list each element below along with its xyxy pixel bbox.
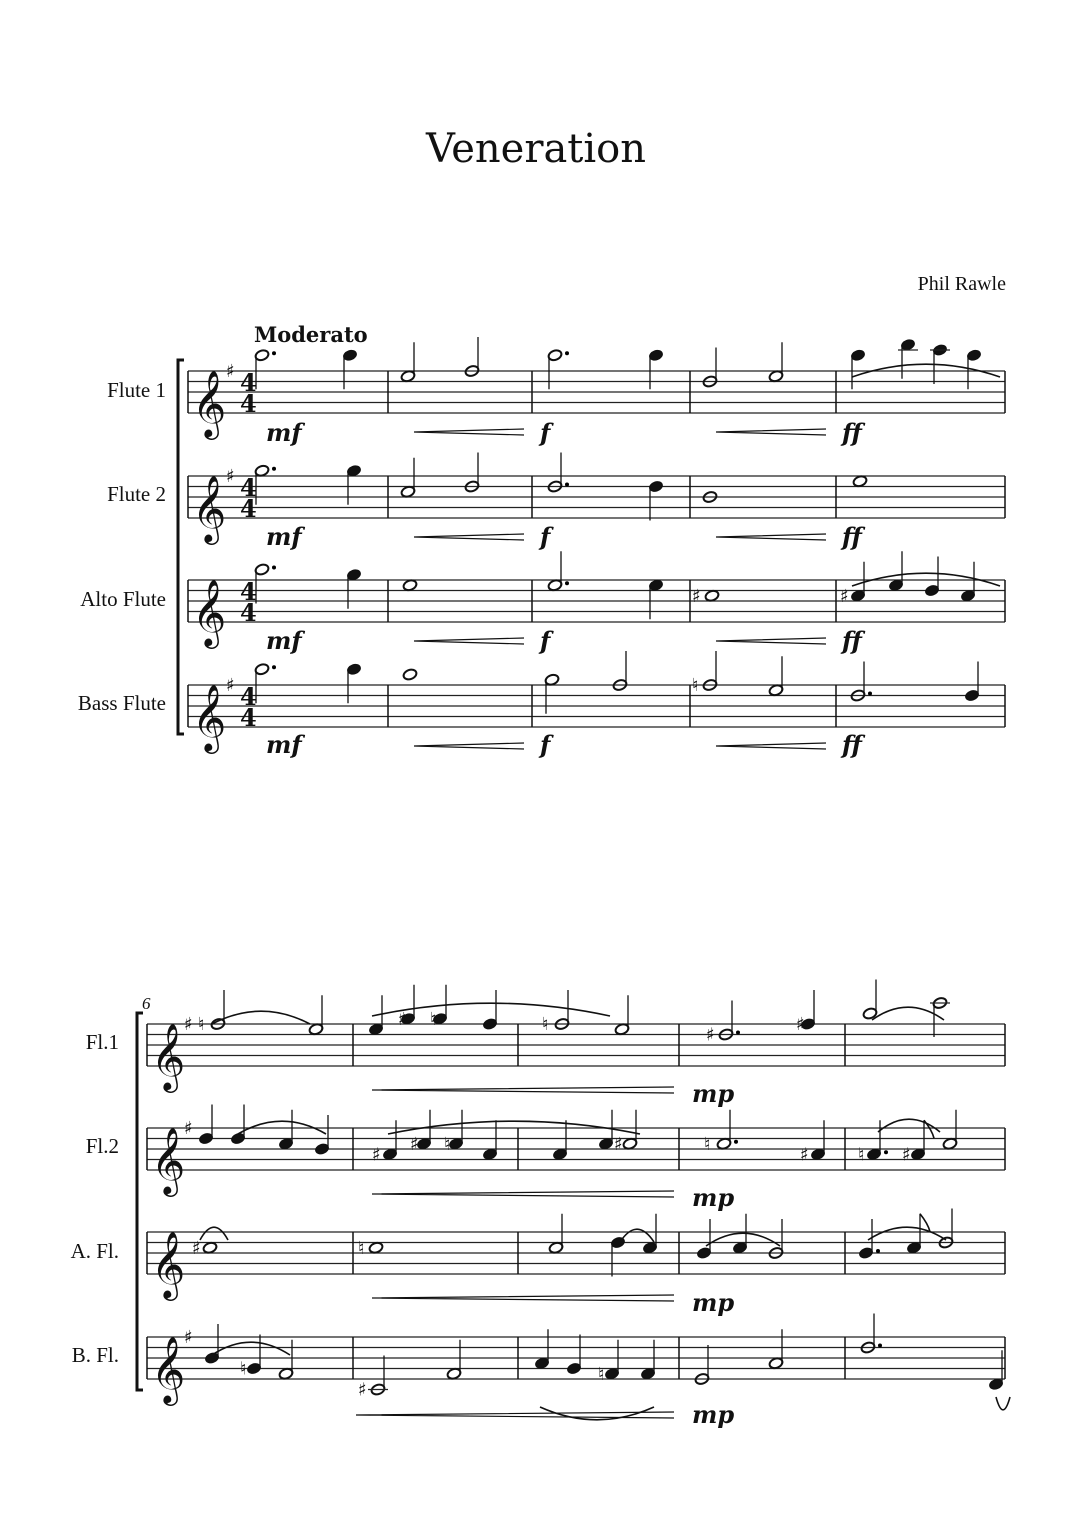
dynamic-f: f xyxy=(540,418,551,447)
slur xyxy=(872,1007,944,1020)
natural-icon: ♮ xyxy=(444,1133,451,1155)
dynamic-mp: mp xyxy=(692,1079,735,1108)
system-bracket xyxy=(178,360,184,734)
natural-icon: ♮ xyxy=(358,1237,365,1259)
dynamic-mp: mp xyxy=(692,1183,735,1212)
natural-icon: ♮ xyxy=(704,1133,711,1155)
notehead xyxy=(704,589,720,602)
notehead xyxy=(202,1241,218,1254)
dot xyxy=(734,1140,738,1144)
natural-icon: ♮ xyxy=(240,1358,247,1380)
natural-icon: ♮ xyxy=(598,1363,605,1385)
sharp-icon: ♯ xyxy=(226,466,235,487)
crescendo-hairpin xyxy=(414,534,524,540)
sharp-icon: ♯ xyxy=(192,1237,201,1259)
instrument-label-fl1: Fl.1 xyxy=(85,1030,119,1054)
measure-number: 6 xyxy=(142,994,151,1013)
instrument-label-bass-flute: B. Fl. xyxy=(71,1343,119,1367)
sharp-icon: ♯ xyxy=(226,675,235,696)
sharp-icon: ♯ xyxy=(692,585,701,607)
instrument-label-flute-2: Flute 2 xyxy=(107,482,166,506)
instrument-label-flute-1: Flute 1 xyxy=(107,378,166,402)
sharp-icon: ♯ xyxy=(796,1014,805,1035)
treble-clef-icon: 𝄞 xyxy=(151,1022,186,1090)
instrument-label-alto-flute: A. Fl. xyxy=(70,1239,119,1263)
dot xyxy=(878,1344,882,1348)
time-signature-bottom: 4 xyxy=(240,703,257,732)
crescendo-hairpin xyxy=(414,429,524,435)
sharp-icon: ♯ xyxy=(184,1014,193,1035)
sharp-icon: ♯ xyxy=(410,1133,419,1155)
dot xyxy=(565,483,569,487)
crescendo-hairpin xyxy=(716,743,826,749)
dot xyxy=(884,1150,888,1154)
dynamic-mf: mf xyxy=(266,730,302,759)
treble-clef-icon: 𝄞 xyxy=(151,1230,186,1298)
natural-icon: ♮ xyxy=(858,1144,865,1166)
crescendo-hairpin xyxy=(716,429,826,435)
sharp-icon: ♯ xyxy=(840,585,849,607)
time-signature-top: 4 xyxy=(240,682,257,711)
time-signature-bottom: 4 xyxy=(240,598,257,627)
dynamic-f: f xyxy=(540,522,551,551)
tempo-marking: Moderato xyxy=(254,322,368,347)
crescendo-hairpin xyxy=(414,743,524,749)
instrument-label-alto-flute: Alto Flute xyxy=(80,587,166,611)
dot xyxy=(272,467,276,471)
dot xyxy=(272,665,276,669)
slur xyxy=(212,1342,290,1355)
crescendo-hairpin xyxy=(716,534,826,540)
time-signature-bottom: 4 xyxy=(240,494,257,523)
notehead xyxy=(368,1241,384,1254)
instrument-label-fl2: Fl.2 xyxy=(85,1134,119,1158)
dot xyxy=(876,1249,880,1253)
sharp-icon: ♯ xyxy=(614,1133,623,1155)
sharp-icon: ♯ xyxy=(706,1024,715,1046)
dynamic-f: f xyxy=(540,730,551,759)
sharp-icon: ♯ xyxy=(800,1144,809,1166)
slur xyxy=(200,1227,228,1240)
slur xyxy=(996,1397,1010,1410)
dot xyxy=(565,581,569,585)
treble-clef-icon: 𝄞 xyxy=(151,1335,186,1403)
natural-icon: ♮ xyxy=(430,1008,437,1030)
sharp-icon: ♯ xyxy=(398,1008,407,1030)
instrument-label-bass-flute: Bass Flute xyxy=(77,691,166,715)
sharp-icon: ♯ xyxy=(184,1327,193,1348)
crescendo-hairpin xyxy=(414,638,524,644)
system-bracket xyxy=(137,1013,143,1390)
dot xyxy=(565,351,569,355)
sharp-icon: ♯ xyxy=(902,1144,911,1166)
dynamic-ff: ff xyxy=(842,626,862,655)
time-signature-top: 4 xyxy=(240,577,257,606)
score-title: Veneration xyxy=(426,126,646,172)
treble-clef-icon: 𝄞 xyxy=(151,1126,186,1194)
dot xyxy=(272,566,276,570)
sharp-icon: ♯ xyxy=(184,1118,193,1139)
dynamic-mf: mf xyxy=(266,418,302,447)
notehead xyxy=(402,668,418,681)
dynamic-mp: mp xyxy=(692,1288,735,1317)
dynamic-ff: ff xyxy=(842,522,862,551)
sharp-icon: ♯ xyxy=(226,361,235,382)
notehead xyxy=(402,579,418,592)
treble-clef-icon: 𝄞 xyxy=(192,474,227,542)
natural-icon: ♮ xyxy=(542,1014,549,1035)
crescendo-hairpin xyxy=(372,1087,674,1093)
natural-icon: ♮ xyxy=(692,675,699,696)
crescendo-hairpin xyxy=(372,1295,674,1301)
treble-clef-icon: 𝄞 xyxy=(192,683,227,751)
time-signature-bottom: 4 xyxy=(240,389,257,418)
dynamic-mp: mp xyxy=(692,1400,735,1429)
crescendo-hairpin xyxy=(716,638,826,644)
slur xyxy=(620,1229,654,1242)
slur xyxy=(212,1011,310,1024)
time-signature-top: 4 xyxy=(240,473,257,502)
natural-icon: ♮ xyxy=(198,1014,205,1035)
composer: Phil Rawle xyxy=(917,273,1006,295)
dynamic-mf: mf xyxy=(266,522,302,551)
sharp-icon: ♯ xyxy=(358,1379,367,1401)
dynamic-ff: ff xyxy=(842,730,862,759)
sharp-icon: ♯ xyxy=(372,1144,381,1166)
notehead xyxy=(852,475,868,488)
dot xyxy=(736,1031,740,1035)
treble-clef-icon: 𝄞 xyxy=(192,369,227,437)
dot xyxy=(272,351,276,355)
dot xyxy=(868,692,872,696)
treble-clef-icon: 𝄞 xyxy=(192,578,227,646)
crescendo-hairpin xyxy=(372,1191,674,1197)
dynamic-ff: ff xyxy=(842,418,862,447)
slur xyxy=(868,1227,946,1240)
time-signature-top: 4 xyxy=(240,368,257,397)
dynamic-mf: mf xyxy=(266,626,302,655)
dynamic-f: f xyxy=(540,626,551,655)
